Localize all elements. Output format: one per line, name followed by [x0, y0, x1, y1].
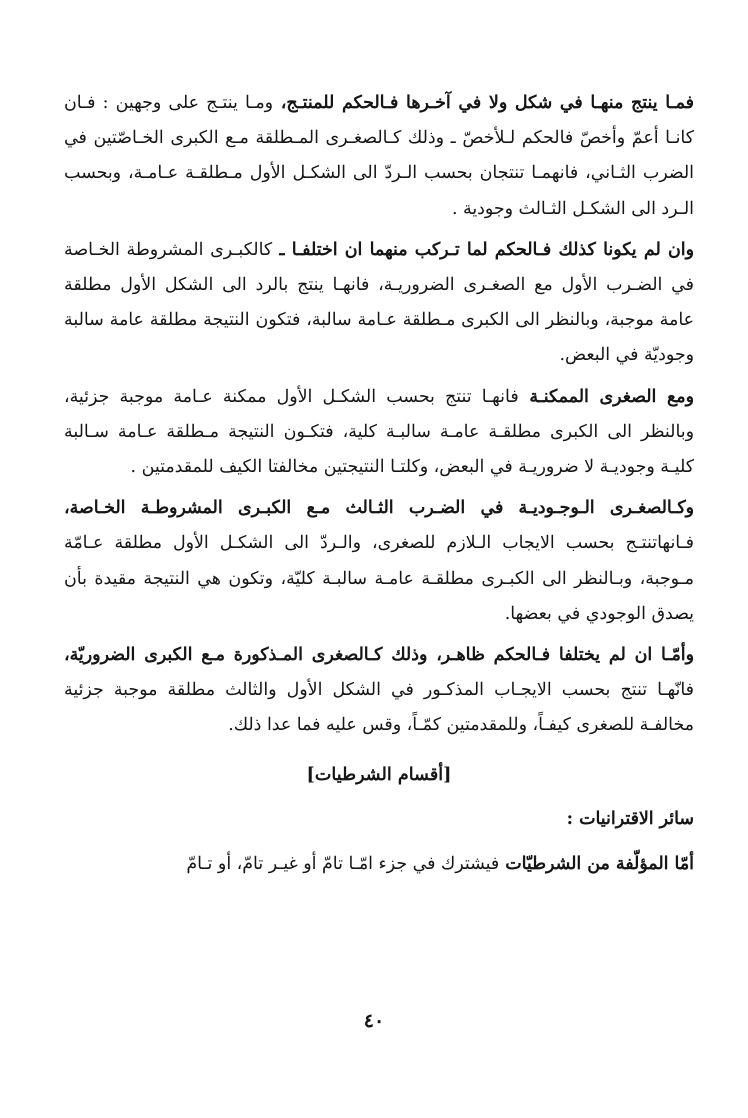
paragraph-3-text: فانهـا تنتج بحسب الشكـل الأول ممكنة عـامة موجبة جزئية، وبالنظر الى الكبرى مطلقـة عامـة سالبـة كلية، فتكـون النتيجة مـطلقة عـامة سـالبة كليـة وجوديـة لا ضروريـة في البعض، وكلتـا النتيجتين مخالفتا الكيف للمقدمتين .: [64, 386, 694, 478]
paragraph-1: [64, 86, 694, 227]
final-paragraph: [64, 847, 694, 882]
paragraph-5-lead: وأمّـا ان لم يختلفا فـالحكم ظاهـر، وذلك كـالصغرى المـذكورة مـع الكبرى الضروريّة،: [64, 645, 694, 666]
paragraph-5-text: فانّهـا تنتج بحسب الايجـاب المذكـور في الشكل الأول والثالث مطلقة موجبة جزئية مخالفـة للصغرى كيفـاً، وللمقدمتين كمّـاً، وقس عليه فما عدا ذلك.: [64, 680, 694, 736]
paragraph-5: [64, 638, 694, 744]
paragraph-3-lead: ومع الصغرى الممكنـة: [518, 386, 694, 407]
subheading: سائر الاقترانيات :: [566, 808, 694, 829]
paragraph-1-text: ومـا ينتـج على وجهين : فـان كانـا أعمّ وأخصّ فالحكم لـلأخصّ ـ وذلك كـالصغـرى المـطلقة مـع الكبرى الخـاصّتين في الضرب الثـاني، فانهمـا تنتجان بحسب الـردّ الى الشكـل الأول مـطلقـة عـامـة، وبحسب الـرد الى الشكـل الثـالث وجودية .: [64, 93, 694, 219]
paragraph-4-lead: وكـالصغـرى الـوجـوديـة في الضـرب الثـالث مـع الكبـرى المشروطـة الخـاصة،: [64, 498, 694, 519]
paragraph-4-text: فـانهاتنتـج بحسب الايجاب الـلازم للصغرى، والـردّ الى الشكـل الأول مطلقة عـامّة مـوجبة، وبـالنظر الى الكبـرى مطلقـة عامـة سالبـة كليّة، وتكون هي النتيجة مقيدة بأن يصدق الوجودي في بعضها.: [64, 533, 694, 624]
section-heading: [أقسام الشرطيات]: [306, 763, 452, 785]
paragraph-1-lead: فمـا ينتج منهـا في شكل ولا في آخـرها فـالحكم للمنتـج،: [273, 93, 694, 113]
final-paragraph-text: فيشترك في جزء امّـا تامّ أو غيـر تامّ، أو تـامّ: [186, 853, 500, 874]
paragraph-2-lead: وان لم يكونا كذلك فـالحكم لما تـركب منهما ان اختلفـا ـ: [272, 239, 694, 260]
document-page: [64, 86, 694, 888]
page-number: ٤٠: [363, 1010, 385, 1032]
final-paragraph-lead: أمّا المؤلّفة من الشرطيّات: [499, 853, 694, 874]
paragraph-2-text: كالكبـرى المشروطة الخـاصة في الضـرب الأول مع الصغـرى الضروريـة، فانهـا ينتج بالرد الى الشكل الأول مطلقة عامة موجبة، وبالنظر الى الكبرى مـطلقة عـامة سالبة، فتكون النتيجة مطلقة عامة سالبة وجوديّة في البعض.: [64, 239, 694, 366]
paragraph-3: [64, 380, 694, 486]
paragraph-4: [64, 491, 694, 632]
paragraph-2: [64, 233, 694, 374]
